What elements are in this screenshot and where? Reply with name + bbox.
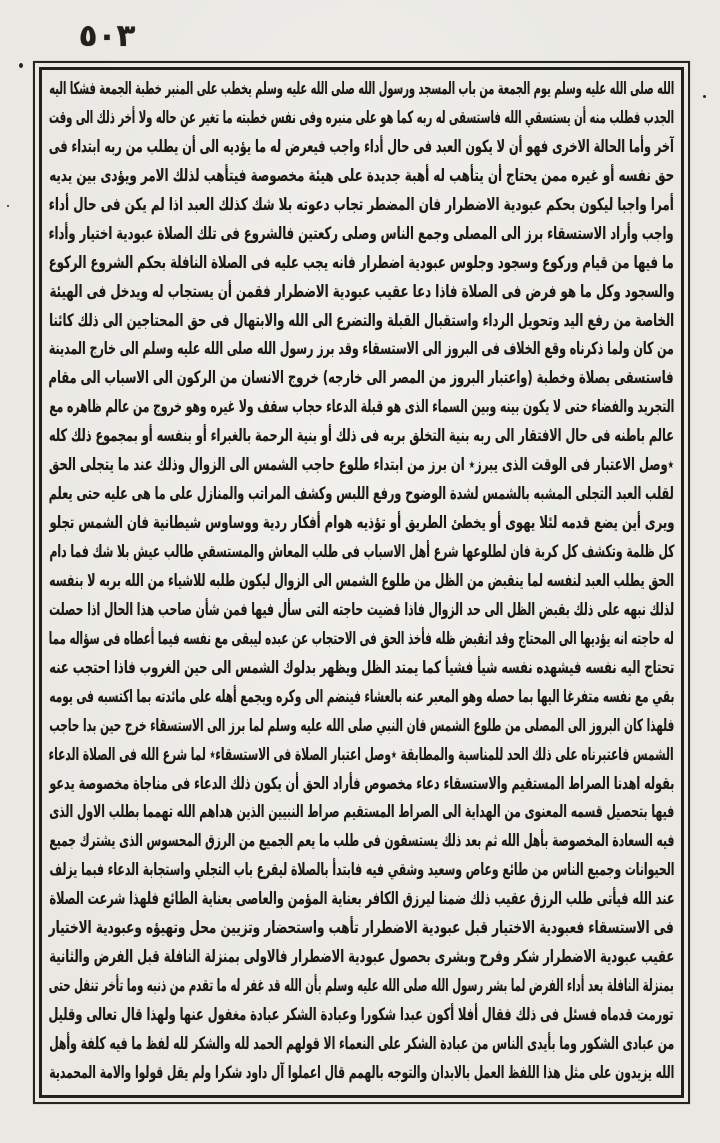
text-line: فى الاستسقاء فعبودية الاختيار قبل عبودية الاضطرار تأهب واستحضار وتزيين محل وتهيؤه وعبودية الاختيار [49,918,674,939]
text-line: الحيوانات وجميع الناس من طائع وعاص وسعيد وشقي فيه فابتدأ بالصلاة ليقرع باب التجلي واستجابة الدعاء فبما يزلف [49,860,674,881]
text-line: عند الله فيأتى طلب الرزق عقيب ذلك ضمنا ليرزق الكافر بعناية المؤمن والعاصى بعناية الطائع فلهذا شرعت الصلاة [49,889,674,910]
text-line: من عبادى الشكور وما بأيدى الناس من عبادة الشكر على النعماء الا قولهم الحمد لله والشكر لله لفظ ما فيه كلفة وأهل [49,1033,674,1054]
page-frame-inner [39,67,684,1098]
text-line: آخر وأما الحالة الاخرى فهو أن لا يكون العبد فى حال أداء واجب فيعرض له ما يؤديه الى أن يطلب من ربه ابتداء فى [49,136,674,157]
page-number: ٥٠٣ [78,18,136,54]
text-line: عالم باطنه فى حال الافتقار الى ربه بنية التخلق بربه فى ذلك أو بنية الرحمة بالغبراء أو بنفسه أو بمجموع ذلك كله [49,426,674,447]
text-line: حق نفسه أو غيره ممن يحتاج أن يتأهب له أهبة جديدة على هيئة مخصوصة فيتأهب لذلك الامر ويؤدى بين يديه [49,165,674,186]
text-line: فاستسقى بصلاة وخطبة (واعتبار البروز من المصر الى خارجه) خروج الانسان من الركون الى الاسباب الى مقام [49,368,674,389]
text-line: عقيب عبودية الاضطرار شكر وفرح وبشرى بحصول عبودية الاضطرار فالاولى بمنزلة النافلة قبل الفرض والثانية [49,947,674,968]
text-line: له حاجته انه يؤديها الى المحتاج وقد انقبض ظله فأخذ الحق فى الاحتجاب عن عبده ليبقى مع نفسه فيما أعطاه فى سؤاله مما [49,628,674,649]
text-line: واجب وأراد الاستسقاء برز الى المصلى وجمع الناس وصلى ركعتين فالشروع فى تلك الصلاة عبودية اختيار وأداء [49,223,674,244]
text-line: تورمت قدماه فسئل فى ذلك فقال أفلا أكون عبدا شكورا وعبادة الشكر عبادة مغفول عنها ولهذا قال تعالى وقليل [49,1005,674,1025]
ink-speck [19,63,23,68]
text-line: والسجود وكل ما هو فرض فى الصلاة فاذا دعا عقيب عبودية الاضطرار فقمن أن يستجاب له ويدخل فى الهيئة [49,281,674,302]
text-line: بقوله اهدنا الصراط المستقيم والاستسقاء دعاء مخصوص فأراد الحق أن يكون ذلك الدعاء فى مناجاة مخصوصة يدعو [49,773,674,794]
text-line: تحتاج اليه نفسه فيشهده نفسه شيأ فشيأ كما يمتد الظل ويظهر بدلوك الشمس الى حين الغروب فاذا احتجب عنه [49,657,674,678]
text-line: بقي مع نفسه متفرغا اليها بما حصله وهو المعبر عنه بالعشاء فينضم الى وكره ويجمع أهله على مائدته بما اكتسبه فى يومه [49,686,674,707]
ink-speck [703,95,706,98]
text-line: الجدب فطلب منه أن يستسقي الله فاستسقى له ربه كما هو على منبره وفى نفس خطبته ما تغير عن حاله ولا أخر ذلك الى وقت [49,107,674,128]
text-line: فيه السعادة المخصوصة بأهل الله ثم بعد ذلك يستسقون فى طلب ما يعم الجميع من الرزق المحسوس الذى يشترك جميع [49,831,674,852]
text-line: ٭وصل الاعتبار فى الوقت الذى يبرز٭ ان برز من ابتداء طلوع حاجب الشمس الى الزوال وذلك عند ما يتجلى الحق [49,455,674,476]
text-line: من كان ولما ذكرناه وقع الخلاف فى البروز الى الاستسقاء وقد برز رسول الله صلى الله عليه وسلم الى خارج المدينة [49,339,674,360]
text-line: الله صلى الله عليه وسلم يوم الجمعة من باب المسجد ورسول الله صلى الله عليه وسلم يخطب على المنبر خطبة الجمعة فشكا اليه [49,79,674,99]
page-frame-outer [33,61,690,1104]
text-line: الشمس فاعتبرناه على ذلك الحد للمناسبة والمطابقة ٭وصل اعتبار الصلاة فى الاستسقاء٭ لما شرع الله فى الصلاة الدعاء [49,744,674,765]
text-line: أمرا واجبا ليكون بحكم عبودية الاضطرار فان المضطر تجاب دعوته بلا شك كذلك العبد اذا لم يكن فى حال أداء [49,194,674,215]
text-line: فلهذا كان البروز الى المصلى من طلوع الشمس فان النبي صلى الله عليه وسلم لما برز الى الاستسقاء خرج حين بدا حاجب [49,715,674,736]
text-block [49,75,674,1090]
text-line: فيها بتحصيل قسمه المعنوى من الهداية الى الصراط المستقيم صراط النبيين الذين هداهم الله تهمما بطلب الاول الذى [49,802,674,823]
text-line: بمنزلة النافلة بعد أداء الفرض لما بشر رسول الله صلى الله عليه وسلم بأن الله قد غفر له ما تقدم من ذنبه وما تأخر تنفل حتى [49,976,674,997]
text-line: الحق يطلب العبد لنفسه لما ينقبض من الظل من طلوع الشمس الى الزوال ليكون طلبه للاشياء من الله بربه لا بنفسه [49,570,674,591]
text-line: كل ظلمة وتكشف كل كربة فان لطلوعها شرع أهل الاسباب فى طلب المعاش والمستسقي طالب عيش بلا شك فما دام [49,542,674,562]
text-line: لذلك نبهه على ذلك بقبض الظل الى حد الزوال فاذا قضيت حاجته التى سأل فيها فمن شأن صاحب هذا الحال اذا حصلت [49,599,674,620]
text-line: لقلب العبد التجلى المشبه بالشمس لشدة الوضوح ورفع اللبس وكشف المراتب والمنازل على ما هى عليه حتى يعلم [49,484,674,505]
text-line: ما فيها من قيام وركوع وسجود وجلوس عبودية اضطرار فانه يجب عليه فى الصلاة النافلة بحكم الشروع الركوع [49,252,674,273]
text-line: الله يزيدون على مثل هذا اللفظ العمل بالابدان والتوجه بالهمم قال اعملوا آل داود شكرا ولم يقل قولوا والامة المحمدية [49,1062,674,1083]
text-line: ويرى أين يضع قدمه لئلا يهوى أو يخطئ الطريق أو تؤذيه هوام أفكار ردية ووساوس شيطانية فان الشمس تجلو [49,513,674,534]
text-line: التجريد والفضاء حتى لا يكون بينه وبين السماء الذى هو قبلة الدعاء حجاب سقف ولا غيره وهو خروج من عالم ظاهره مع [49,397,674,418]
text-line: الخاصة من رفع اليد وتحويل الرداء واستقبال القبلة والتضرع الى الله والابتهال فى حق المحتاجين الى ذلك كائنا [49,310,674,331]
